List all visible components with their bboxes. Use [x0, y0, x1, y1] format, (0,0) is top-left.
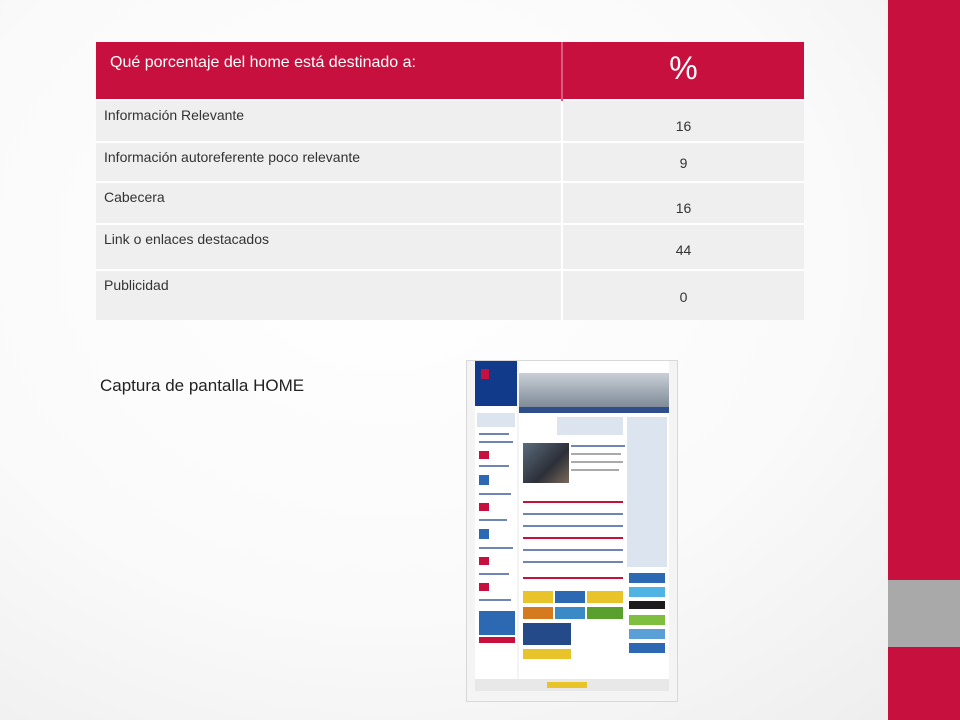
- thumb-boletin-banner: [523, 623, 571, 645]
- thumb-ad-banner: [523, 607, 553, 619]
- thumb-side-line: [479, 519, 507, 521]
- row-label: Publicidad: [96, 270, 562, 320]
- thumb-news-photo: [523, 443, 569, 483]
- thumb-news-line: [571, 445, 625, 447]
- header-unit: %: [562, 42, 804, 100]
- row-label: Link o enlaces destacados: [96, 224, 562, 270]
- thumb-right-column: [627, 417, 667, 567]
- thumb-side-icon: [479, 475, 489, 485]
- table-row: [96, 224, 804, 270]
- band-red-top: [888, 0, 960, 580]
- header-question: Qué porcentaje del home está destinado a:: [96, 42, 562, 100]
- row-value: 0: [562, 270, 804, 320]
- thumb-news-line: [571, 469, 619, 471]
- thumb-list-line: [523, 513, 623, 515]
- thumb-news-line: [571, 461, 623, 463]
- row-value: 44: [562, 224, 804, 270]
- band-red-bottom: [888, 647, 960, 720]
- thumb-ad-banner: [555, 591, 585, 603]
- thumb-side-line: [479, 465, 509, 467]
- thumb-list-line: [523, 577, 623, 579]
- thumb-facebook-box: [629, 573, 665, 583]
- thumb-side-icon: [479, 583, 489, 591]
- screenshot-caption: Captura de pantalla HOME: [100, 376, 305, 395]
- thumb-ad-banner: [523, 591, 553, 603]
- thumb-side-icon: [479, 529, 489, 539]
- band-gray-middle: [888, 580, 960, 647]
- thumb-side-line: [479, 573, 509, 575]
- thumb-list-line: [523, 501, 623, 503]
- thumb-twitter-box: [629, 587, 665, 597]
- row-value: 16: [562, 182, 804, 224]
- thumb-list-line: [523, 561, 623, 563]
- thumb-logo-block: [475, 361, 517, 406]
- thumb-side-banner: [479, 611, 515, 635]
- percentage-table: [96, 42, 804, 320]
- thumb-ad-banner: [587, 591, 623, 603]
- right-decorative-band: [888, 0, 960, 720]
- thumb-side-ad: [629, 615, 665, 625]
- thumb-nav-bar: [519, 407, 669, 413]
- thumb-banner: [519, 373, 669, 407]
- thumb-side-box: [477, 413, 515, 427]
- table-row: [96, 270, 804, 320]
- thumb-side-icon: [479, 557, 489, 565]
- row-label: Cabecera: [96, 182, 562, 224]
- row-value: 16: [562, 100, 804, 142]
- thumb-ad-banner: [555, 607, 585, 619]
- thumb-news-line: [571, 453, 621, 455]
- thumb-list-line: [523, 525, 623, 527]
- thumb-side-line: [479, 441, 513, 443]
- thumb-footer-logos: [547, 682, 587, 688]
- thumb-side-line: [479, 433, 509, 435]
- thumb-side-line: [479, 599, 511, 601]
- row-label: Información Relevante: [96, 100, 562, 142]
- thumb-list-line: [523, 549, 623, 551]
- thumb-flag-icon: [481, 369, 489, 379]
- thumb-list-line: [523, 537, 623, 539]
- thumb-ad-banner: [523, 649, 571, 659]
- thumb-side-ad: [629, 629, 665, 639]
- thumb-side-line: [479, 547, 513, 549]
- table-header-row: [96, 42, 804, 100]
- thumb-side-line: [479, 493, 511, 495]
- thumb-side-icon: [479, 503, 489, 511]
- row-label: Información autoreferente poco relevante: [96, 142, 562, 182]
- home-screenshot-thumbnail: [466, 360, 678, 702]
- thumb-infomese-box: [557, 417, 623, 435]
- row-value: 9: [562, 142, 804, 182]
- thumb-side-ad: [629, 643, 665, 653]
- thumb-side-icon: [479, 451, 489, 459]
- table-row: [96, 100, 804, 142]
- table-row: [96, 142, 804, 182]
- table-row: [96, 182, 804, 224]
- thumb-side-strip: [479, 637, 515, 643]
- thumb-ad-banner: [587, 607, 623, 619]
- thumb-flickr-box: [629, 601, 665, 609]
